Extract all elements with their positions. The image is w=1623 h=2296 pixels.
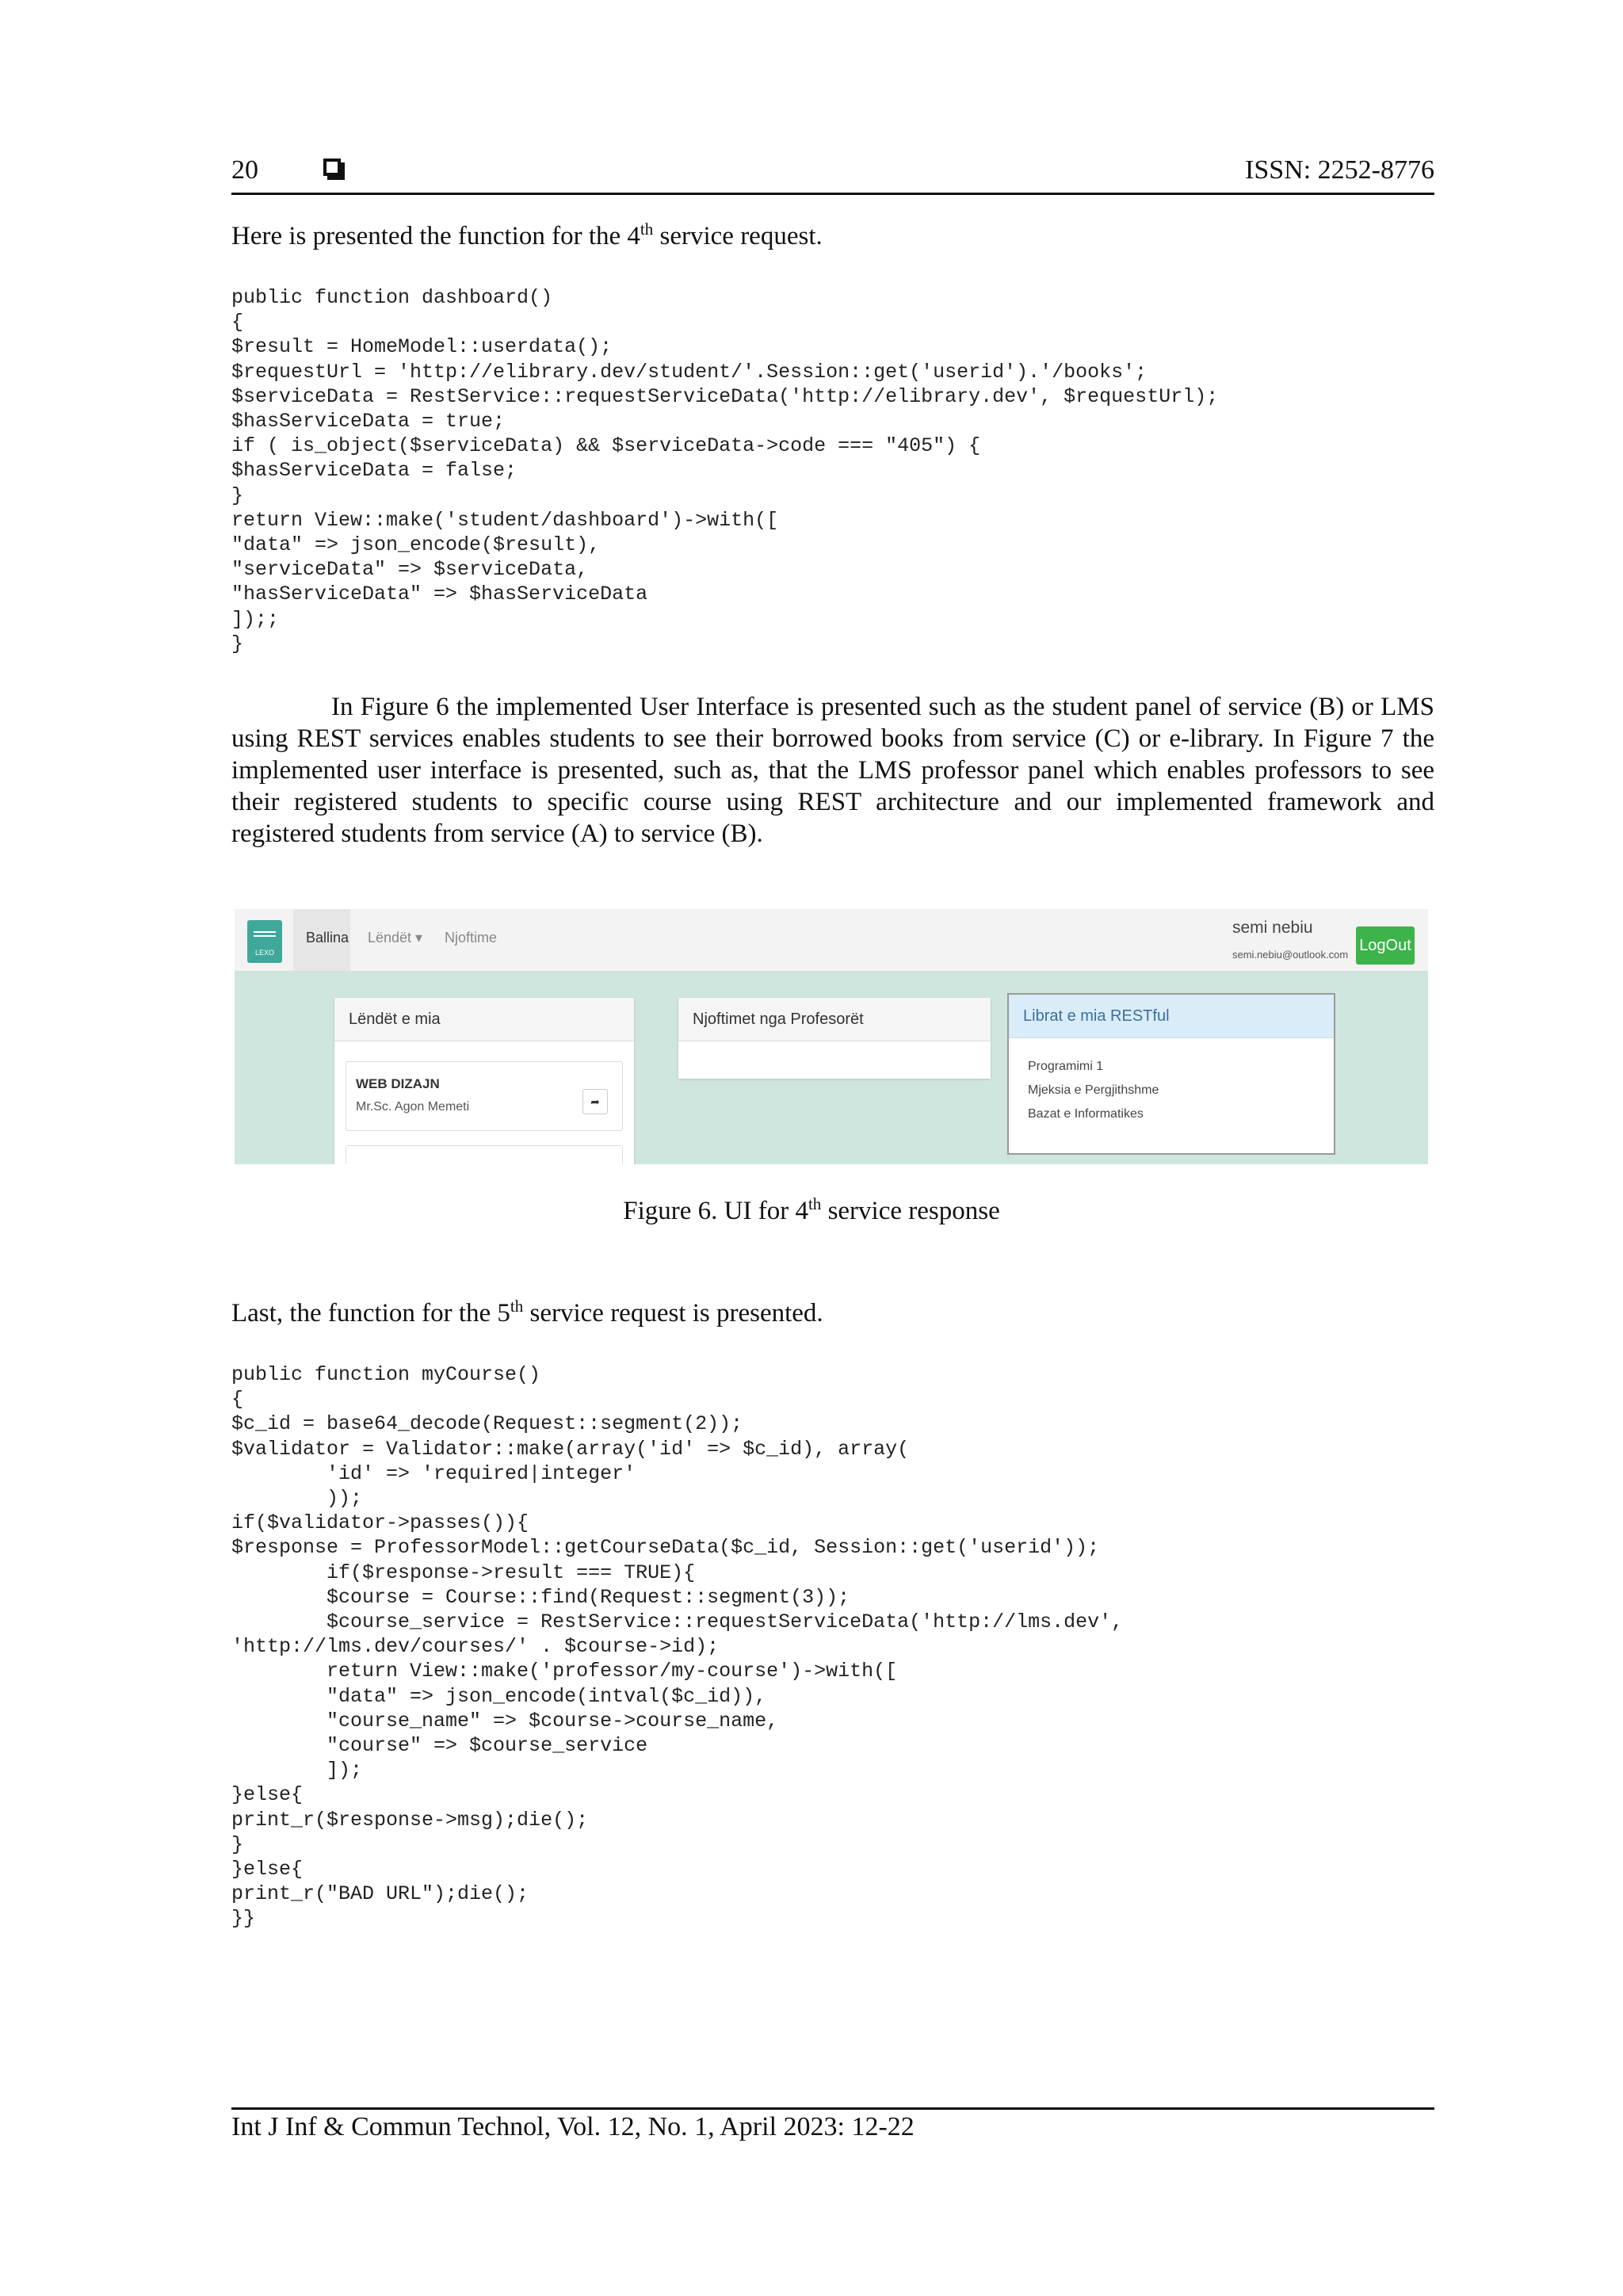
user-name: semi nebiu xyxy=(1232,919,1313,937)
course-title: WEB DIZAJN xyxy=(356,1076,440,1091)
panel-header xyxy=(334,998,634,1041)
logo-text: LEXO xyxy=(254,949,274,957)
nav-news[interactable]: Njoftime xyxy=(445,930,498,946)
intro-5th-request xyxy=(231,1297,823,1329)
panel-header xyxy=(1009,995,1334,1038)
journal-issn: ISSN: 2252-8776 xyxy=(1245,155,1434,185)
panel-restful-books xyxy=(1007,993,1335,1155)
user-email: semi.nebiu@outlook.com xyxy=(1232,949,1349,961)
intro4-text: Here is presented the function for the 4 xyxy=(231,222,640,250)
panel-title: Lëndët e mia xyxy=(349,1010,441,1028)
book-item: Programimi 1 xyxy=(1028,1060,1104,1073)
nav-home[interactable]: Ballina xyxy=(306,930,349,946)
code-block-mycourse: public function myCourse() { $c_id = base64_decode(Request::segment(2)); $validator = Validator::make(array('id' => $c_id), array( 'id' => 'required|integer' )); if($validator->passes()){ $response = ProfessorModel::getCourseData($c_id, Session::get('userid')); if($response->result === TRUE){ $course = Course::find(Request::segment(3)); $course_service = RestService::requestServiceData('http://lms.dev', 'http://lms.dev/courses/' . $course->id); return View::make('professor/my-course')->with([ "data" => json_encode(intval($c_id)), "course_name" => $course->course_name, "course" => $course_service ]); }else{ print_r($response->msg);die(); } }else{ print_r("BAD URL");die(); }} xyxy=(231,1363,1124,1931)
page-number: 20 xyxy=(231,155,258,185)
journal-footer: Int J Inf & Commun Technol, Vol. 12, No. 1, April 2023: 12-22 xyxy=(231,2112,915,2141)
intro5-text: Last, the function for the 5 xyxy=(231,1299,510,1328)
square-bullet-icon xyxy=(323,159,341,176)
nav-subjects-dropdown[interactable]: Lëndët ▾ xyxy=(368,930,423,946)
intro4-sup: th xyxy=(640,220,654,239)
caption-sup: th xyxy=(808,1194,822,1213)
figure-6-screenshot xyxy=(235,909,1428,1164)
panel-professor-news xyxy=(678,998,991,1079)
header-rule xyxy=(231,193,1434,195)
course-card[interactable] xyxy=(346,1145,623,1164)
caption-text-end: service response xyxy=(821,1197,1000,1225)
course-card[interactable] xyxy=(346,1061,623,1131)
app-logo[interactable] xyxy=(247,920,282,963)
logout-button[interactable]: LogOut xyxy=(1356,926,1415,965)
course-professor: Mr.Sc. Agon Memeti xyxy=(356,1100,470,1114)
code-block-dashboard: public function dashboard() { $result = HomeModel::userdata(); $requestUrl = 'http://elibrary.dev/student/'.Session::get('userid').'/books'; $serviceData = RestService::requestServiceData('http://elibrary.dev', $requestUrl); $hasServiceData = true; if ( is_object($serviceData) && $serviceData->code === "405") { $hasServiceData = false; } return View::make('student/dashboard')->with([ "data" => json_encode($result), "serviceData" => $serviceData, "hasServiceData" => $hasServiceData ]);; } xyxy=(231,286,1219,655)
panel-header xyxy=(678,998,991,1041)
panel-my-subjects xyxy=(334,998,634,1164)
share-arrow-icon[interactable]: ➦ xyxy=(582,1089,608,1114)
app-topbar xyxy=(235,909,1428,972)
intro5-sup: th xyxy=(510,1297,524,1316)
intro4-text-end: service request. xyxy=(653,222,823,250)
figure-caption xyxy=(0,1194,1623,1226)
book-item: Bazat e Informatikes xyxy=(1028,1107,1144,1121)
book-logo-icon xyxy=(254,931,276,937)
book-item: Mjeksia e Pergjithshme xyxy=(1028,1083,1159,1097)
footer-rule xyxy=(231,2107,1434,2110)
intro-4th-request xyxy=(231,220,823,252)
intro5-text-end: service request is presented. xyxy=(523,1299,823,1328)
panel-title: Librat e mia RESTful xyxy=(1023,1007,1170,1025)
body-paragraph: In Figure 6 the implemented User Interface is presented such as the student panel of service (B) or LMS using REST services enables students to see their borrowed books from service (C) or e-library. In Figure 7 the implemented user interface is presented, such as, that the LMS professor panel which enables professors to see their registered students to specific course using REST architecture and our implemented framework and registered students from service (A) to service (B). xyxy=(231,693,1434,848)
caption-text: Figure 6. UI for 4 xyxy=(623,1197,808,1225)
panel-title: Njoftimet nga Profesorët xyxy=(693,1010,864,1028)
